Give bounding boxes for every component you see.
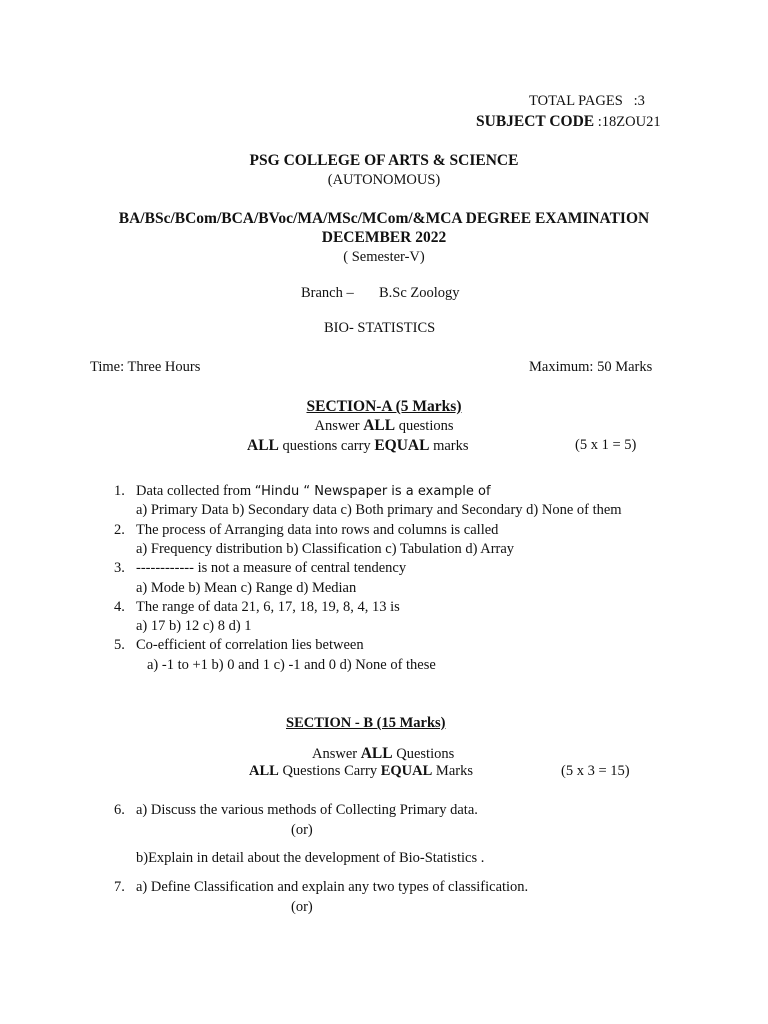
instr-bold: ALL <box>360 745 393 762</box>
question-number: 1. <box>114 483 125 499</box>
question-text: Co-efficient of correlation lies between <box>136 637 364 653</box>
question-5-options: a) -1 to +1 b) 0 and 1 c) -1 and 0 d) None of these <box>147 657 436 673</box>
instr-text: Answer <box>312 746 361 762</box>
section-a-marks: (5 x 1 = 5) <box>575 437 637 453</box>
question-text: The process of Arranging data into rows and columns is called <box>136 522 499 538</box>
section-a-instruction-2 <box>247 437 469 455</box>
or-separator: (or) <box>291 822 313 838</box>
question-text: Data collected from <box>136 483 255 499</box>
question-4 <box>114 599 400 616</box>
exam-title: BA/BSc/BCom/BCA/BVoc/MA/MSc/MCom/&MCA DEGREE EXAMINATION <box>118 210 650 227</box>
instr-bold: ALL <box>249 763 279 779</box>
question-text: a) Discuss the various methods of Collecting Primary data. <box>136 802 478 818</box>
time-allowed: Time: Three Hours <box>90 359 201 375</box>
exam-month: DECEMBER 2022 <box>321 229 447 246</box>
semester: ( Semester-V) <box>343 249 425 265</box>
total-pages-value: :3 <box>633 93 645 109</box>
section-b-title: SECTION - B (15 Marks) <box>286 715 446 731</box>
question-text: ------------ is not a measure of central tendency <box>136 560 407 576</box>
question-text: “Hindu “ Newspaper is a example of <box>254 484 491 499</box>
instr-bold: ALL <box>247 437 279 454</box>
instr-text: Answer <box>314 418 364 434</box>
question-3-options: a) Mode b) Mean c) Range d) Median <box>136 580 357 596</box>
or-separator: (or) <box>291 899 313 915</box>
section-b-instruction-1 <box>312 745 454 763</box>
college-status: (AUTONOMOUS) <box>327 172 441 188</box>
instr-bold: EQUAL <box>380 763 433 779</box>
subject-code-value: :18ZOU21 <box>597 114 661 130</box>
instr-text: marks <box>429 438 469 454</box>
question-3 <box>114 560 406 577</box>
instr-text: questions <box>395 418 454 434</box>
total-pages <box>529 93 645 110</box>
question-6b: b)Explain in detail about the development of Bio-Statistics . <box>136 850 485 866</box>
question-5 <box>114 637 364 654</box>
section-b-instruction-2 <box>249 763 473 780</box>
question-number: 6. <box>114 802 125 818</box>
branch-label: Branch – <box>301 285 354 301</box>
instr-text: questions carry <box>278 438 375 454</box>
branch-value: B.Sc Zoology <box>379 285 460 301</box>
instr-text: Questions Carry <box>278 763 381 779</box>
section-a-instruction-1 <box>0 417 768 435</box>
subject-code <box>476 113 661 131</box>
course-name: BIO- STATISTICS <box>324 320 436 336</box>
section-a-title: SECTION-A (5 Marks) <box>306 398 462 415</box>
question-4-options: a) 17 b) 12 c) 8 d) 1 <box>136 618 252 634</box>
college-name: PSG COLLEGE OF ARTS & SCIENCE <box>249 152 519 169</box>
question-number: 4. <box>114 599 125 615</box>
maximum-marks: Maximum: 50 Marks <box>529 359 653 375</box>
total-pages-label: TOTAL PAGES <box>529 93 623 109</box>
question-1-options: a) Primary Data b) Secondary data c) Both primary and Secondary d) None of them <box>136 502 622 518</box>
question-1 <box>114 483 491 500</box>
question-number: 7. <box>114 879 125 895</box>
question-text: The range of data 21, 6, 17, 18, 19, 8, 4, 13 is <box>136 599 400 615</box>
question-6 <box>114 802 478 819</box>
question-text: a) Define Classification and explain any two types of classification. <box>136 879 529 895</box>
question-number: 2. <box>114 522 125 538</box>
subject-code-label: SUBJECT CODE <box>476 113 595 130</box>
branch <box>301 285 460 302</box>
section-b-marks: (5 x 3 = 15) <box>561 763 630 779</box>
question-2 <box>114 522 498 539</box>
question-number: 3. <box>114 560 125 576</box>
instr-text: Questions <box>392 746 455 762</box>
instr-bold: EQUAL <box>374 437 430 454</box>
question-2-options: a) Frequency distribution b) Classification c) Tabulation d) Array <box>136 541 515 557</box>
instr-bold: ALL <box>363 417 396 434</box>
instr-text: Marks <box>432 763 473 779</box>
question-number: 5. <box>114 637 125 653</box>
question-7 <box>114 879 528 896</box>
